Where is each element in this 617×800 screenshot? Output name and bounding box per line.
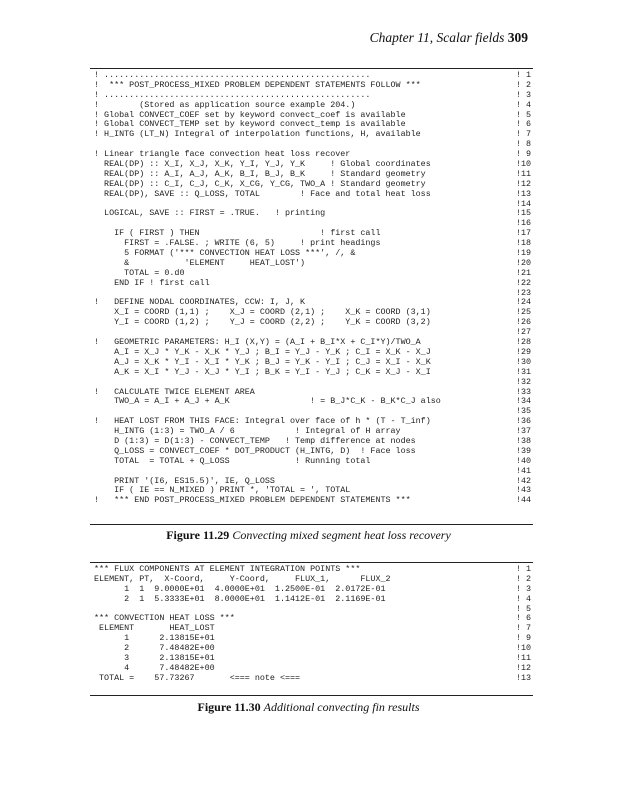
line-number: ! 2: [515, 79, 531, 90]
code-text: 3 2.13815E+01: [94, 653, 215, 664]
line-number: !29: [515, 346, 531, 357]
line-number: !17: [515, 228, 531, 239]
code-text: PRINT '(I6, ES15.5)', IE, Q_LOSS: [94, 475, 275, 486]
code-text: *** FLUX COMPONENTS AT ELEMENT INTEGRATION POINTS ***: [94, 564, 361, 574]
line-number: !28: [515, 337, 531, 348]
code-line: [94, 457, 531, 467]
code-text: TWO_A = A_I + A_J + A_K ! = B_J*C_K - B_K*C_J also: [94, 396, 441, 407]
code-text: ! Global CONVECT_COEF set by keyword convect_coef is available: [94, 109, 406, 120]
line-number: ! 3: [515, 89, 531, 100]
code-text: A_J = X_K * Y_I - X_I * Y_K ; B_J = Y_K - Y_I ; C_J = X_I - X_K: [94, 356, 431, 367]
line-number: !11: [515, 168, 531, 179]
line-number: !33: [515, 386, 531, 397]
code-text: 2 7.48482E+00: [94, 643, 215, 654]
figure-label: Figure 11.30: [197, 700, 261, 714]
code-text: ! .....................................................: [94, 89, 371, 100]
line-number: ! 6: [515, 613, 531, 624]
code-line: [94, 209, 531, 219]
code-text: ELEMENT, PT, X-Coord, Y-Coord, FLUX_1, FLUX_2: [94, 573, 391, 584]
line-number: !11: [515, 653, 531, 664]
code-text: D (1:3) = D(1:3) - CONVECT_TEMP ! Temp difference at nodes: [94, 435, 416, 446]
code-text: FIRST = .FALSE. ; WRITE (6, 5) ! print headings: [94, 238, 381, 249]
code-text: ! GEOMETRIC PARAMETERS: H_I (X,Y) = (A_I + B_I*X + C_I*Y)/TWO_A: [94, 337, 421, 348]
chapter-title: Chapter 11, Scalar fields: [369, 30, 505, 45]
code-text: A_I = X_J * Y_K - X_K * Y_J ; B_I = Y_J - Y_K ; C_I = X_K - X_J: [94, 346, 431, 357]
code-text: 5 FORMAT ('*** CONVECTION HEAT LOSS ***', /, &: [94, 248, 356, 259]
line-number: !34: [515, 396, 531, 407]
line-number: !13: [515, 672, 531, 683]
line-number: !12: [515, 662, 531, 673]
line-number: !37: [515, 426, 531, 437]
line-number: !35: [515, 406, 531, 417]
line-number: ! 9: [515, 149, 531, 160]
line-number: !31: [515, 366, 531, 377]
code-text: ! *** END POST_PROCESS_MIXED PROBLEM DEPENDENT STATEMENTS ***: [94, 495, 411, 506]
code-text: 1 1 9.0000E+01 4.0000E+01 1.2500E-01 2.0172E-01: [94, 583, 386, 594]
line-number: !26: [515, 317, 531, 328]
code-text: ! HEAT LOST FROM THIS FACE: Integral over face of h * (T - T_inf): [94, 416, 431, 427]
line-number: ! 8: [515, 139, 531, 150]
code-text: X_I = COORD (1,1) ; X_J = COORD (2,1) ; X_K = COORD (3,1): [94, 307, 431, 318]
code-text: *** CONVECTION HEAT LOSS ***: [94, 613, 235, 624]
code-line: [94, 318, 531, 328]
line-number: !21: [515, 267, 531, 278]
code-text: ! *** POST_PROCESS_MIXED PROBLEM DEPENDENT STATEMENTS FOLLOW ***: [94, 79, 421, 90]
code-text: H_INTG (1:3) = TWO_A / 6 ! Integral of H array: [94, 426, 401, 437]
code-text: LOGICAL, SAVE :: FIRST = .TRUE. ! printing: [94, 208, 326, 219]
code-text: & 'ELEMENT HEAT_LOST'): [94, 257, 306, 268]
code-line: [94, 279, 531, 289]
line-number: !13: [515, 188, 531, 199]
output-block: [90, 563, 533, 684]
line-number: !42: [515, 475, 531, 486]
code-line: [94, 130, 531, 140]
line-number: !41: [515, 465, 531, 476]
page-header: [0, 30, 528, 46]
code-listing-1: [90, 68, 533, 525]
code-text: TOTAL = 0.d0: [94, 267, 185, 278]
code-text: 2 1 5.3333E+01 8.0000E+01 1.1412E-01 2.1169E-01: [94, 593, 386, 604]
line-number: !24: [515, 297, 531, 308]
line-number: !12: [515, 178, 531, 189]
code-text: REAL(DP) :: A_I, A_J, A_K, B_I, B_J, B_K ! Standard geometry: [94, 168, 426, 179]
line-number: !10: [515, 159, 531, 170]
line-number: !10: [515, 643, 531, 654]
code-text: Q_LOSS = CONVECT_COEF * DOT_PRODUCT (H_INTG, D) ! Face loss: [94, 445, 416, 456]
code-line: [94, 397, 531, 407]
code-text: 1 2.13815E+01: [94, 633, 215, 644]
figure-caption-1: [0, 528, 617, 543]
code-text: TOTAL = TOTAL + Q_LOSS ! Running total: [94, 455, 371, 466]
line-number: !16: [515, 218, 531, 229]
line-number: !43: [515, 485, 531, 496]
line-number: !44: [515, 495, 531, 506]
code-listing-2: [90, 562, 533, 696]
line-number: !15: [515, 208, 531, 219]
code-text: REAL(DP) :: X_I, X_J, X_K, Y_I, Y_J, Y_K ! Global coordinates: [94, 159, 431, 170]
code-text: ! CALCULATE TWICE ELEMENT AREA: [94, 386, 255, 397]
line-number: !23: [515, 287, 531, 298]
page-number: 309: [507, 30, 528, 45]
code-block: [90, 69, 533, 506]
figure-caption-2: [0, 700, 617, 715]
line-number: ! 4: [515, 593, 531, 604]
figure-label: Figure 11.29: [166, 528, 230, 542]
code-text: END IF ! first call: [94, 277, 210, 288]
line-number: !22: [515, 277, 531, 288]
line-number: ! 6: [515, 119, 531, 130]
code-text: ELEMENT HEAT_LOST: [94, 623, 215, 634]
line-number: !18: [515, 238, 531, 249]
code-line: [94, 674, 531, 684]
code-text: A_K = X_I * Y_J - X_J * Y_I ; B_K = Y_I - Y_J ; C_K = X_J - X_I: [94, 366, 431, 377]
code-line: [94, 595, 531, 605]
line-number: ! 4: [515, 99, 531, 110]
line-number: ! 5: [515, 603, 531, 614]
code-line: [94, 190, 531, 200]
code-line: [94, 368, 531, 378]
line-number: !39: [515, 445, 531, 456]
code-text: ! (Stored as application source example 204.): [94, 99, 356, 110]
line-number: !40: [515, 455, 531, 466]
line-number: ! 7: [515, 623, 531, 634]
code-text: REAL(DP), SAVE :: Q_LOSS, TOTAL ! Face and total heat loss: [94, 188, 431, 199]
figure-text: Convecting mixed segment heat loss recovery: [232, 528, 451, 542]
line-number: ! 1: [515, 564, 531, 574]
line-number: !36: [515, 416, 531, 427]
code-text: IF ( FIRST ) THEN ! first call: [94, 228, 381, 239]
line-number: !32: [515, 376, 531, 387]
line-number: !14: [515, 198, 531, 209]
code-line: [94, 496, 531, 506]
line-number: !30: [515, 356, 531, 367]
line-number: ! 5: [515, 109, 531, 120]
figure-text: Additional convecting fin results: [263, 700, 420, 714]
line-number: !20: [515, 257, 531, 268]
code-text: 4 7.48482E+00: [94, 662, 215, 673]
code-text: IF ( IE == N_MIXED ) PRINT *, 'TOTAL = ', TOTAL: [94, 485, 351, 496]
code-text: ! DEFINE NODAL COORDINATES, CCW: I, J, K: [94, 297, 306, 308]
code-text: ! H_INTG (LT_N) Integral of interpolation functions, H, available: [94, 129, 421, 140]
line-number: ! 2: [515, 573, 531, 584]
code-text: REAL(DP) :: C_I, C_J, C_K, X_CG, Y_CG, TWO_A ! Standard geometry: [94, 178, 426, 189]
line-number: ! 9: [515, 633, 531, 644]
line-number: !25: [515, 307, 531, 318]
code-text: TOTAL = 57.73267 <=== note <===: [94, 672, 301, 683]
line-number: !19: [515, 248, 531, 259]
code-text: Y_I = COORD (1,2) ; Y_J = COORD (2,2) ; Y_K = COORD (3,2): [94, 317, 431, 328]
line-number: ! 7: [515, 129, 531, 140]
line-number: ! 1: [515, 70, 531, 80]
line-number: ! 3: [515, 583, 531, 594]
line-number: !27: [515, 327, 531, 338]
code-text: ! .....................................................: [94, 70, 371, 80]
line-number: !38: [515, 435, 531, 446]
code-text: ! Global CONVECT_TEMP set by keyword convect_temp is available: [94, 119, 406, 130]
code-text: ! Linear triangle face convection heat loss recover: [94, 149, 351, 160]
